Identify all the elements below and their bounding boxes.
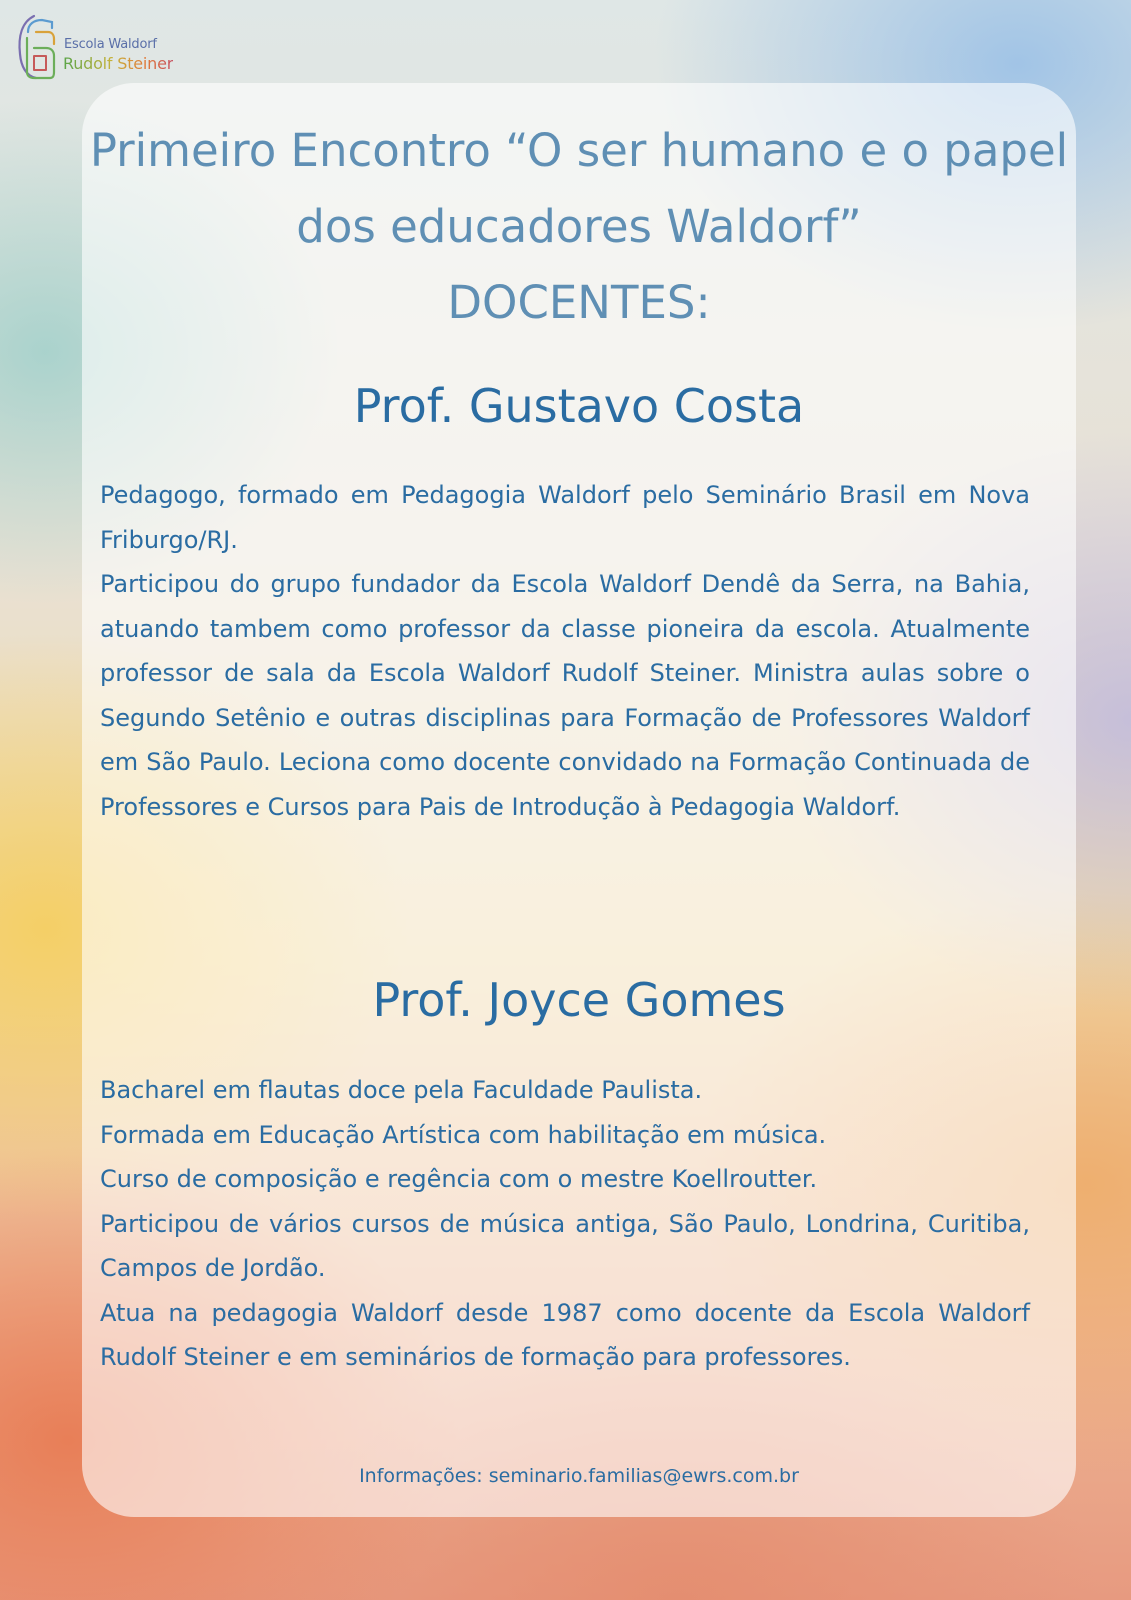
professor-bio-gustavo bbox=[100, 473, 1030, 829]
bio-paragraph: Participou do grupo fundador da Escola Waldorf Dendê da Serra, na Bahia, atuando tambem como professor da classe pioneira da escola. Atualmente professor de sala da Escola Waldorf Rudolf Steiner. Ministra aulas sobre o Segundo Setênio e outras disciplinas para Formação de Professores Waldorf em São Paulo. Leciona como docente convidado na Formação Continuada de Professores e Cursos para Pais de Introdução à Pedagogia Waldorf. bbox=[100, 570, 1030, 821]
logo-emblem-icon bbox=[12, 10, 66, 84]
logo-text-escola-waldorf: Escola Waldorf bbox=[64, 37, 157, 52]
bio-paragraph: Curso de composição e regência com o mestre Koellroutter. bbox=[100, 1165, 818, 1193]
footer-contact-info: Informações: seminario.familias@ewrs.com.br bbox=[359, 1465, 799, 1487]
professor-name-gustavo: Prof. Gustavo Costa bbox=[353, 379, 805, 433]
school-logo bbox=[12, 10, 202, 84]
logo-text-rudolf-steiner: Rudolf Steiner bbox=[63, 54, 174, 73]
bio-paragraph: Pedagogo, formado em Pedagogia Waldorf pelo Seminário Brasil em Nova Friburgo/RJ. bbox=[100, 481, 1030, 554]
bio-paragraph: Bacharel em flautas doce pela Faculdade Paulista. bbox=[100, 1076, 703, 1104]
docentes-heading: DOCENTES: bbox=[447, 276, 711, 329]
bio-paragraph: Formada em Educação Artística com habilitação em música. bbox=[100, 1120, 827, 1149]
professor-name-joyce: Prof. Joyce Gomes bbox=[372, 973, 786, 1027]
bio-paragraph: Atua na pedagogia Waldorf desde 1987 como docente da Escola Waldorf Rudolf Steiner e em seminários de formação para professores. bbox=[100, 1298, 1030, 1371]
professor-bio-joyce bbox=[100, 1068, 1030, 1380]
content-card bbox=[82, 83, 1076, 1517]
bio-paragraph: Participou de vários cursos de música antiga, São Paulo, Londrina, Curitiba, Campos de Jordão. bbox=[100, 1209, 1030, 1282]
page-title: Primeiro Encontro “O ser humano e o papel dos educadores Waldorf” bbox=[89, 124, 1069, 253]
